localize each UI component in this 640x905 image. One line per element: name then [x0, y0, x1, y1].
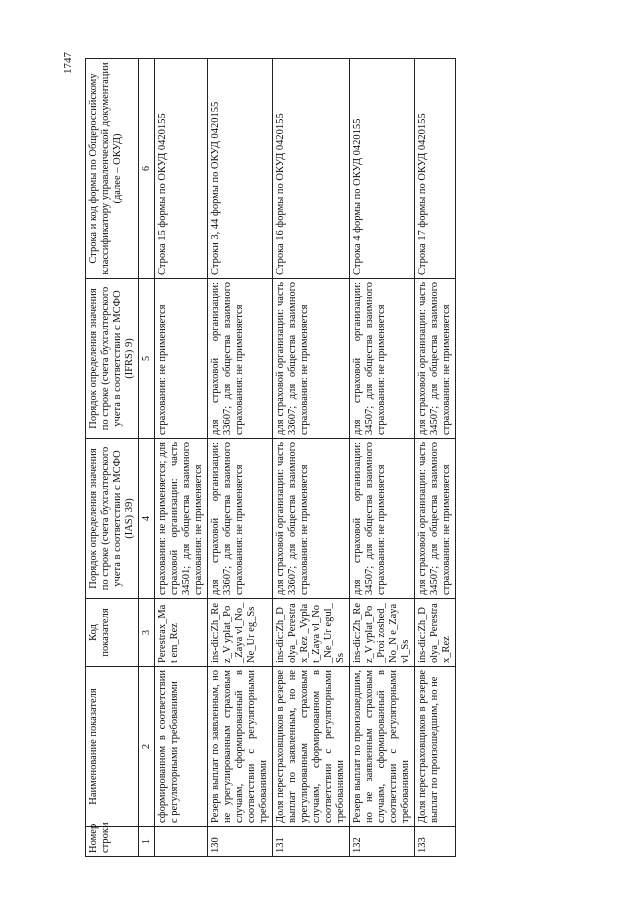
- column-number-row: [139, 59, 155, 857]
- indicator-name: Доля перестраховщиков в резерве выплат по произошедшим, но не: [415, 667, 456, 827]
- okud-reference: Строка 17 формы по ОКУД 0420155: [415, 59, 456, 279]
- table-row: [273, 59, 350, 857]
- ifrs9-rule: для страховой организации: 33607; для общества взаимного страхования: не применяется: [208, 279, 273, 439]
- ias39-rule: для страховой организации: часть 34507; для общества взаимного страхования: не применяется: [415, 439, 456, 599]
- header-cell: Наименование показателя: [86, 667, 139, 827]
- header-cell: Строка и код формы по Общероссийскому классификатору управленческой документации (далее – ОКУД): [86, 59, 139, 279]
- table-row: [350, 59, 415, 857]
- column-number: 3: [139, 599, 155, 667]
- column-number: 5: [139, 279, 155, 439]
- table-row: [155, 59, 208, 857]
- table-row: [415, 59, 456, 857]
- ias39-rule: для страховой организации: 34507; для общества взаимного страхования: не применяется: [350, 439, 415, 599]
- column-number: 6: [139, 59, 155, 279]
- indicator-code: ins-dic:Zh_Dolya_ Perestrax_Rez: [415, 599, 456, 667]
- indicator-table: [85, 58, 456, 857]
- indicator-name: Доля перестраховщиков в резерве выплат по заявленным, но не урегулированным страховым случаям, сформированном в соответствии с регуляторными требованиями: [273, 667, 350, 827]
- column-number: 1: [139, 827, 155, 857]
- ifrs9-rule: страхования: не применяется: [155, 279, 208, 439]
- header-row: [86, 59, 139, 857]
- row-number: 133: [415, 827, 456, 857]
- okud-reference: Строка 4 формы по ОКУД 0420155: [350, 59, 415, 279]
- header-cell: Порядок определения значения по строке (счета бухгалтерского учета в соответствии с МСФО (IFRS) 9): [86, 279, 139, 439]
- ias39-rule: для страховой организации: 33607; для общества взаимного страхования: не применяется: [208, 439, 273, 599]
- okud-reference: Строки 3, 44 формы по ОКУД 0420155: [208, 59, 273, 279]
- indicator-code: ins-dic:Zh_Rez_V yplat_Po_Proi zoshed_No_N e_Zayavl_Ss: [350, 599, 415, 667]
- indicator-name: Резерв выплат по произошедшим, но не заявленным страховым случаям, сформированный в соответствии с регуляторными требованиями: [350, 667, 415, 827]
- table-body: [86, 59, 456, 857]
- ias39-rule: для страховой организации: часть 33607; для общества взаимного страхования: не применяется: [273, 439, 350, 599]
- ifrs9-rule: для страховой организации: 34507; для общества взаимного страхования: не применяется: [350, 279, 415, 439]
- row-number: 130: [208, 827, 273, 857]
- indicator-name: сформированном в соответствии с регуляторными требованиями: [155, 667, 208, 827]
- row-number: [155, 827, 208, 857]
- header-cell: Номер строки: [86, 827, 139, 857]
- column-number: 4: [139, 439, 155, 599]
- indicator-name: Резерв выплат по заявленным, но не урегулированным страховым случаям, сформированный в соответствии с регуляторными требованиями: [208, 667, 273, 827]
- okud-reference: Строка 15 формы по ОКУД 0420155: [155, 59, 208, 279]
- ias39-rule: страхования: не применяется; для страховой организации: часть 34501; для общества взаимного страхования: не применяется: [155, 439, 208, 599]
- okud-reference: Строка 16 формы по ОКУД 0420155: [273, 59, 350, 279]
- indicator-code: ins-dic:Zh_Dolya_ Perestrax_Rez _Vyplat_Zaya vl_No_Ne_Ur egul_Ss: [273, 599, 350, 667]
- indicator-code: Perestrax_Mat em_Rez: [155, 599, 208, 667]
- row-number: 132: [350, 827, 415, 857]
- header-cell: Порядок определения значения по строке (счета бухгалтерского учета в соответствии с МСФО (IAS) 39): [86, 439, 139, 599]
- indicator-code: ins-dic:Zh_Rez_V yplat_Po_Zaya vl_No_Ne_Ur eg_Ss: [208, 599, 273, 667]
- header-cell: Код показателя: [86, 599, 139, 667]
- ifrs9-rule: для страховой организации: часть 33607; для общества взаимного страхования: не применяется: [273, 279, 350, 439]
- ifrs9-rule: для страховой организации: часть 34507; для общества взаимного страхования: не применяется: [415, 279, 456, 439]
- page-number: 1747: [62, 52, 74, 74]
- row-number: 131: [273, 827, 350, 857]
- column-number: 2: [139, 667, 155, 827]
- table-row: [208, 59, 273, 857]
